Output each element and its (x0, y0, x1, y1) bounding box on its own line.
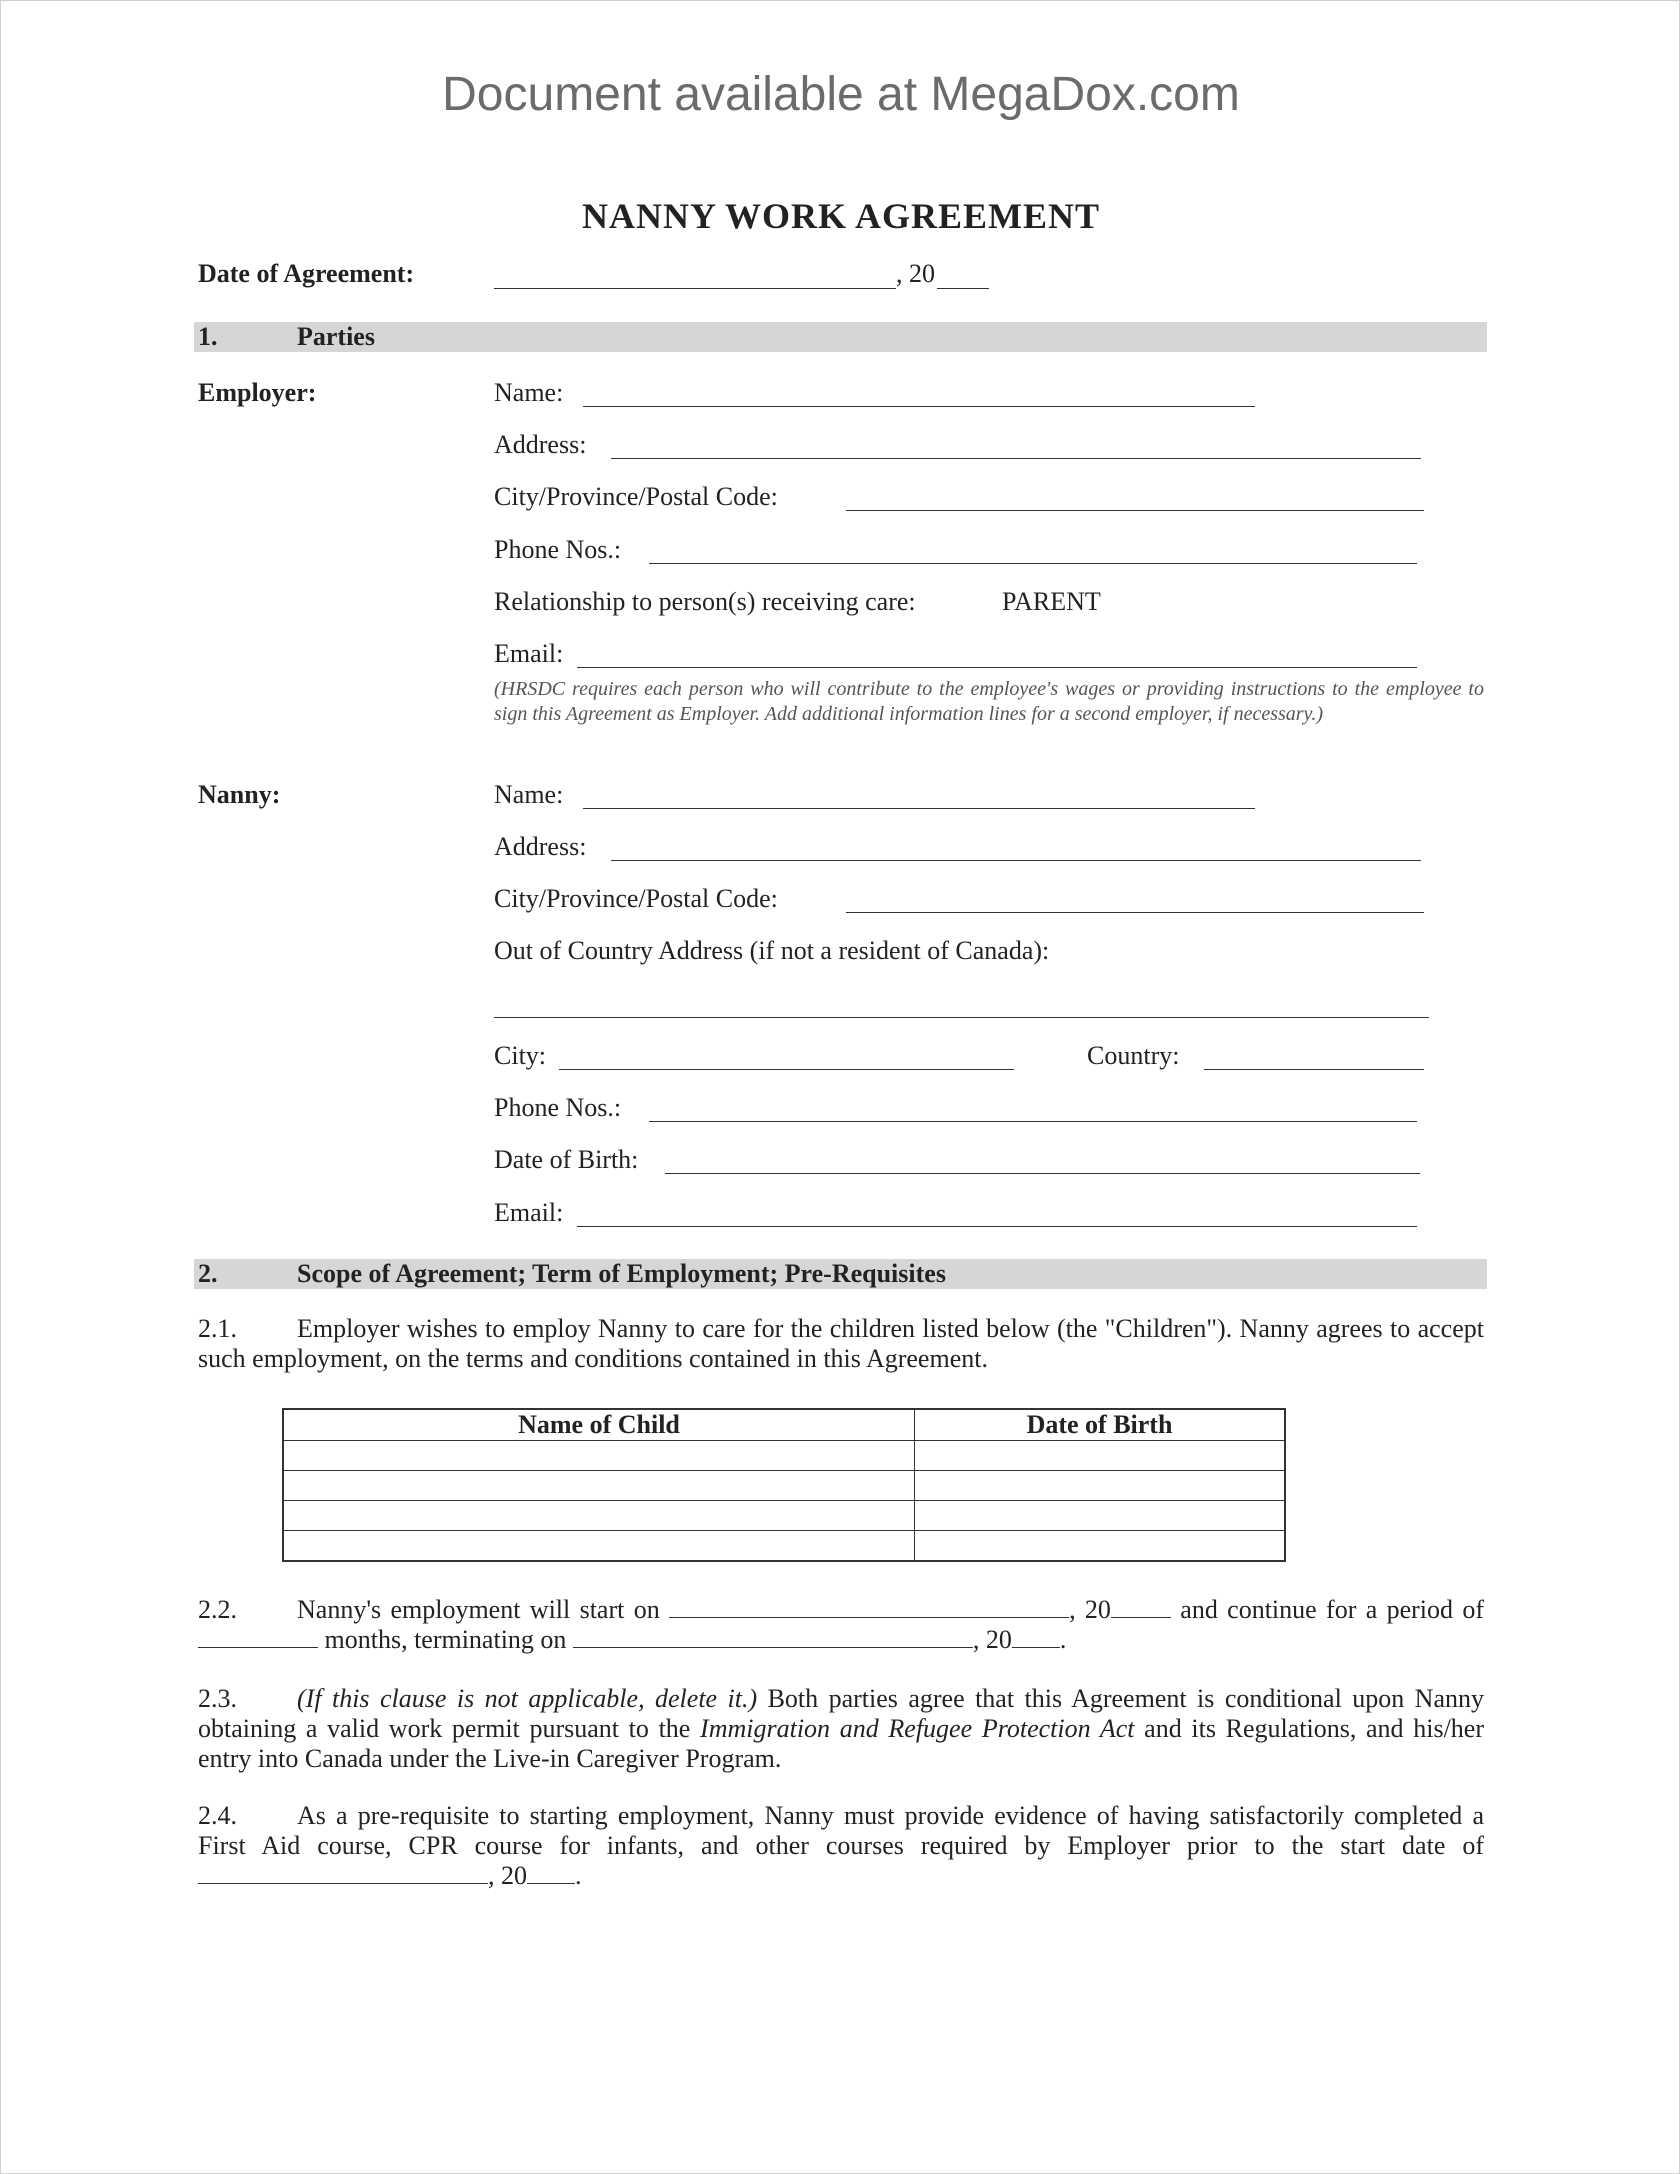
clause-2-2-text-a: Nanny's employment will start on (297, 1595, 660, 1624)
nanny-address-label: Address: (494, 832, 587, 861)
child-name-cell[interactable] (283, 1471, 915, 1501)
clause-2-3-act: Immigration and Refugee Protection Act (700, 1714, 1135, 1743)
nanny-city2-field[interactable] (559, 1069, 1014, 1070)
table-row (283, 1441, 1285, 1471)
employer-email-field[interactable] (577, 667, 1417, 668)
child-name-cell[interactable] (283, 1531, 915, 1562)
nanny-out-of-country-label: Out of Country Address (if not a resident of Canada): (494, 936, 1050, 965)
nanny-city-field[interactable] (846, 912, 1424, 913)
clause-2-4 (198, 1801, 1484, 1891)
clause-2-1-text: Employer wishes to employ Nanny to care for the children listed below (the "Children"). Nanny agrees to accept such employment, on the terms and conditions contained in this Agreement. (198, 1314, 1484, 1373)
clause-2-3-number: 2.3. (198, 1684, 237, 1713)
clause-2-2-text-e: , 20 (972, 1625, 1012, 1654)
employer-relationship-label: Relationship to person(s) receiving care: (494, 587, 916, 616)
clause-2-2-number: 2.2. (198, 1595, 237, 1624)
clause-2-2-text-b: , 20 (1069, 1595, 1111, 1624)
employer-name-label: Name: (494, 378, 564, 407)
children-table-header-row (283, 1409, 1285, 1441)
table-row (283, 1531, 1285, 1562)
clause-2-3-instruction: (If this clause is not applicable, delete it.) (297, 1684, 758, 1713)
date-of-agreement-label: Date of Agreement: (198, 259, 415, 288)
section-1-header (194, 322, 1487, 352)
table-row (283, 1471, 1285, 1501)
start-year-field[interactable] (1111, 1597, 1171, 1618)
child-dob-cell[interactable] (915, 1501, 1286, 1531)
nanny-phone-field[interactable] (649, 1121, 1417, 1122)
children-table (282, 1408, 1286, 1562)
employer-city-field[interactable] (846, 510, 1424, 511)
nanny-name-label: Name: (494, 780, 564, 809)
nanny-dob-label: Date of Birth: (494, 1145, 639, 1174)
end-year-field[interactable] (1012, 1627, 1060, 1648)
nanny-name-field[interactable] (583, 808, 1255, 809)
employer-phone-label: Phone Nos.: (494, 535, 622, 564)
months-field[interactable] (198, 1627, 318, 1648)
section-1-number: 1. (198, 322, 218, 351)
employer-city-label: City/Province/Postal Code: (494, 482, 778, 511)
prerequisite-date-field[interactable] (198, 1863, 488, 1884)
clause-2-2-text-c: and continue for a period of (1180, 1595, 1485, 1624)
date-of-agreement-year-field[interactable] (937, 288, 989, 289)
clause-2-3-text-a: Both parties agree that this Agreement is conditional upon Nanny obtaining a valid work permit pursuant to the (198, 1684, 1484, 1743)
clause-2-2-text-d: months, terminating on (324, 1625, 567, 1654)
nanny-city-label: City/Province/Postal Code: (494, 884, 778, 913)
child-dob-cell[interactable] (915, 1441, 1286, 1471)
section-1-title: Parties (297, 322, 375, 351)
employer-relationship-value: PARENT (1002, 587, 1101, 616)
clause-2-3 (198, 1684, 1484, 1774)
employer-address-label: Address: (494, 430, 587, 459)
watermark: Document available at MegaDox.com (442, 68, 1240, 121)
clause-2-1 (198, 1314, 1484, 1374)
start-date-field[interactable] (669, 1597, 1069, 1618)
prerequisite-year-field[interactable] (527, 1863, 575, 1884)
clause-2-4-number: 2.4. (198, 1801, 237, 1830)
nanny-out-of-country-field[interactable] (494, 1017, 1429, 1018)
child-dob-cell[interactable] (915, 1471, 1286, 1501)
table-row (283, 1501, 1285, 1531)
nanny-dob-field[interactable] (665, 1173, 1420, 1174)
document-title: NANNY WORK AGREEMENT (581, 196, 1101, 236)
clause-2-1-number: 2.1. (198, 1314, 237, 1343)
employer-address-field[interactable] (611, 458, 1421, 459)
end-date-field[interactable] (573, 1627, 973, 1648)
nanny-country-field[interactable] (1204, 1069, 1424, 1070)
child-dob-cell[interactable] (915, 1531, 1286, 1562)
date-of-agreement-field[interactable] (494, 288, 896, 289)
date-of-agreement-year-prefix: , 20 (896, 259, 935, 288)
col-name-of-child: Name of Child (283, 1409, 915, 1441)
child-name-cell[interactable] (283, 1501, 915, 1531)
nanny-phone-label: Phone Nos.: (494, 1093, 622, 1122)
clause-2-4-text-c: . (575, 1861, 582, 1890)
nanny-country-label: Country: (1087, 1041, 1180, 1070)
employer-name-field[interactable] (583, 406, 1255, 407)
employer-phone-field[interactable] (649, 563, 1417, 564)
child-name-cell[interactable] (283, 1441, 915, 1471)
clause-2-4-text-b: , 20 (488, 1861, 527, 1890)
nanny-label: Nanny: (198, 780, 281, 809)
clause-2-4-text-a: As a pre-requisite to starting employment, Nanny must provide evidence of having satisfactorily completed a First Aid course, CPR course for infants, and other courses required by Employer prior to the start date of (198, 1801, 1484, 1860)
clause-2-2 (198, 1595, 1484, 1655)
section-2-header (194, 1259, 1487, 1289)
nanny-email-field[interactable] (577, 1226, 1417, 1227)
employer-label: Employer: (198, 378, 317, 407)
nanny-address-field[interactable] (611, 860, 1421, 861)
nanny-email-label: Email: (494, 1198, 564, 1227)
clause-2-3-text-b: and its Regulations, and his/her entry into Canada under the Live-in Caregiver Program. (198, 1714, 1485, 1773)
nanny-city2-label: City: (494, 1041, 547, 1070)
employer-note: (HRSDC requires each person who will contribute to the employee's wages or providing instructions to the employee to sign this Agreement as Employer. Add additional information lines for a second employer, if necessary.) (494, 678, 1484, 725)
col-date-of-birth: Date of Birth (915, 1409, 1286, 1441)
section-2-number: 2. (198, 1259, 218, 1288)
section-2-title: Scope of Agreement; Term of Employment; Pre-Requisites (297, 1259, 946, 1288)
employer-email-label: Email: (494, 639, 564, 668)
clause-2-2-text-f: . (1059, 1625, 1067, 1654)
